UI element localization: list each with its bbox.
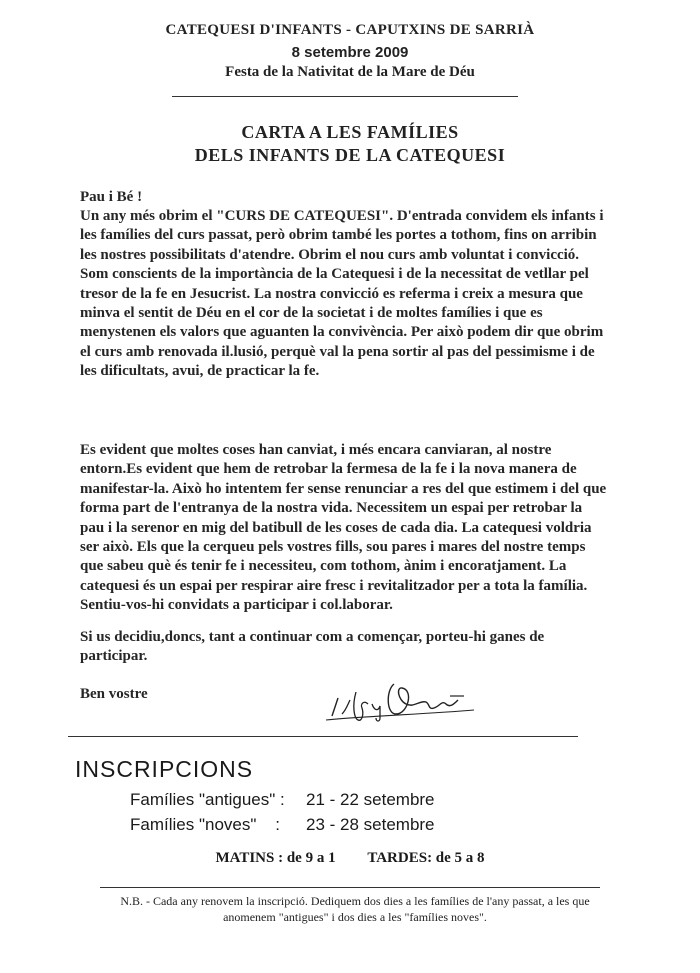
inscriptions-row-old-families <box>130 790 435 810</box>
letter-greeting: Pau i Bé ! <box>80 189 143 205</box>
morning-hours: MATINS : de 9 a 1 <box>215 850 336 866</box>
note-divider <box>100 887 600 888</box>
signature-divider <box>68 736 578 737</box>
inscriptions-row-dates: 21 - 22 setembre <box>306 790 435 809</box>
letter-closing: Ben vostre <box>80 686 148 702</box>
letter-title-line1: CARTA A LES FAMÍLIES <box>241 122 459 142</box>
inscriptions-title: INSCRIPCIONS <box>75 756 254 782</box>
inscriptions-row-new-families <box>130 815 435 835</box>
letter-title-line2: DELS INFANTS DE LA CATEQUESI <box>194 145 506 165</box>
footnote: N.B. - Cada any renovem la inscripció. Dediquem dos dies a les famílies de l'any passat, a les que anomenem "antigues" i dos dies a les "famílies noves". <box>120 894 590 924</box>
afternoon-hours: TARDES: de 5 a 8 <box>367 850 485 866</box>
header-organization: CATEQUESI D'INFANTS - CAPUTXINS DE SARRIÀ <box>165 22 535 38</box>
inscriptions-row-label: Famílies "antigues" : <box>130 790 285 809</box>
letter-paragraph-2: Es evident que moltes coses han canviat, i més encara canviaran, al nostre entorn.Es evident que hem de retrobar la fermesa de la fe i la nova manera de manifestar-la. Això ho intentem fer sense renunciar a res del que estimem i del que forma part de l'entranya de la nostra vida. Necessitem un espai per retrobar la pau i la serenor en mig del batibull de les coses de cada dia. La catequesi voldria ser això. Els que la cerqueu pels vostres fills, sou pares i mares del nostre temps que sabeu què és tenir fe i necessiteu, com tothom, ànim i encoratjament. La catequesi és un espai per respirar aire fresc i revitalitzador per a tota la família. Sentiu-vos-hi convidats a participar i col.laborar. <box>80 442 607 614</box>
handwritten-signature <box>318 670 478 724</box>
header-divider <box>172 96 518 97</box>
inscriptions-row-label: Famílies "noves" : <box>130 815 281 834</box>
letter-paragraph-1: Un any més obrim el "CURS DE CATEQUESI". D'entrada convidem els infants i les famílies del curs passat, però obrim també les portes a tothom, fins on arribin les nostres possibilitats d'atendre. Obrim el nou curs amb voluntat i convicció. Som conscients de la importància de la Catequesi i de la necessitat de vetllar pel tresor de la fe en Jesucrist. La nostra convicció es referma i creix a mesura que minva el sentit de Déu en el cor de la societat i de moltes famílies i que es menystenen els valors que aguanten la convivència. Per això podem dir que obrim el curs amb renovada il.lusió, perquè val la pena sortir al pas del pessimisme i de les dificultats, avui, de practicar la fe. <box>80 208 604 380</box>
letter-paragraph-3: Si us decidiu,doncs, tant a continuar com a començar, porteu-hi ganes de participar. <box>80 629 545 665</box>
header-feast: Festa de la Nativitat de la Mare de Déu <box>225 64 475 80</box>
inscriptions-row-dates: 23 - 28 setembre <box>306 815 435 834</box>
opening-hours <box>0 850 700 867</box>
header-date: 8 setembre 2009 <box>291 44 409 61</box>
